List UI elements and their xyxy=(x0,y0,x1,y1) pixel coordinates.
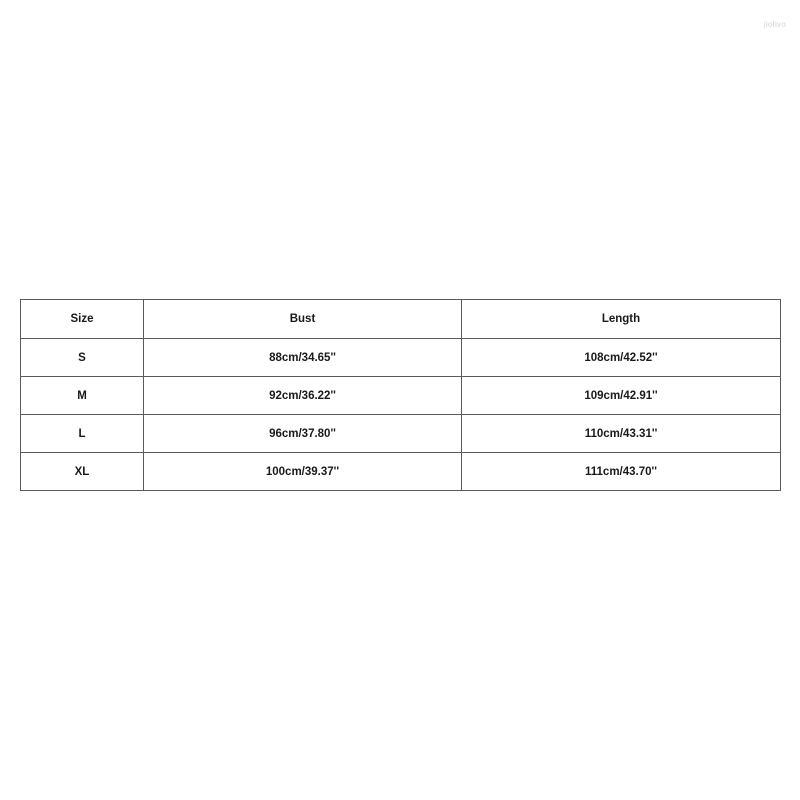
header-length: Length xyxy=(462,300,781,339)
table-header-row xyxy=(21,300,781,339)
length-cell: 108cm/42.52'' xyxy=(462,339,781,377)
size-cell: M xyxy=(21,377,144,415)
header-bust: Bust xyxy=(144,300,462,339)
length-cell: 109cm/42.91'' xyxy=(462,377,781,415)
watermark-text: jiohvo xyxy=(763,20,786,29)
length-cell: 110cm/43.31'' xyxy=(462,415,781,453)
bust-cell: 96cm/37.80'' xyxy=(144,415,462,453)
bust-cell: 88cm/34.65'' xyxy=(144,339,462,377)
size-cell: XL xyxy=(21,453,144,491)
bust-cell: 92cm/36.22'' xyxy=(144,377,462,415)
table-row xyxy=(21,377,781,415)
size-cell: S xyxy=(21,339,144,377)
table-row xyxy=(21,415,781,453)
size-cell: L xyxy=(21,415,144,453)
header-size: Size xyxy=(21,300,144,339)
size-chart-table xyxy=(20,299,781,491)
bust-cell: 100cm/39.37'' xyxy=(144,453,462,491)
table-row xyxy=(21,453,781,491)
table-row xyxy=(21,339,781,377)
length-cell: 111cm/43.70'' xyxy=(462,453,781,491)
